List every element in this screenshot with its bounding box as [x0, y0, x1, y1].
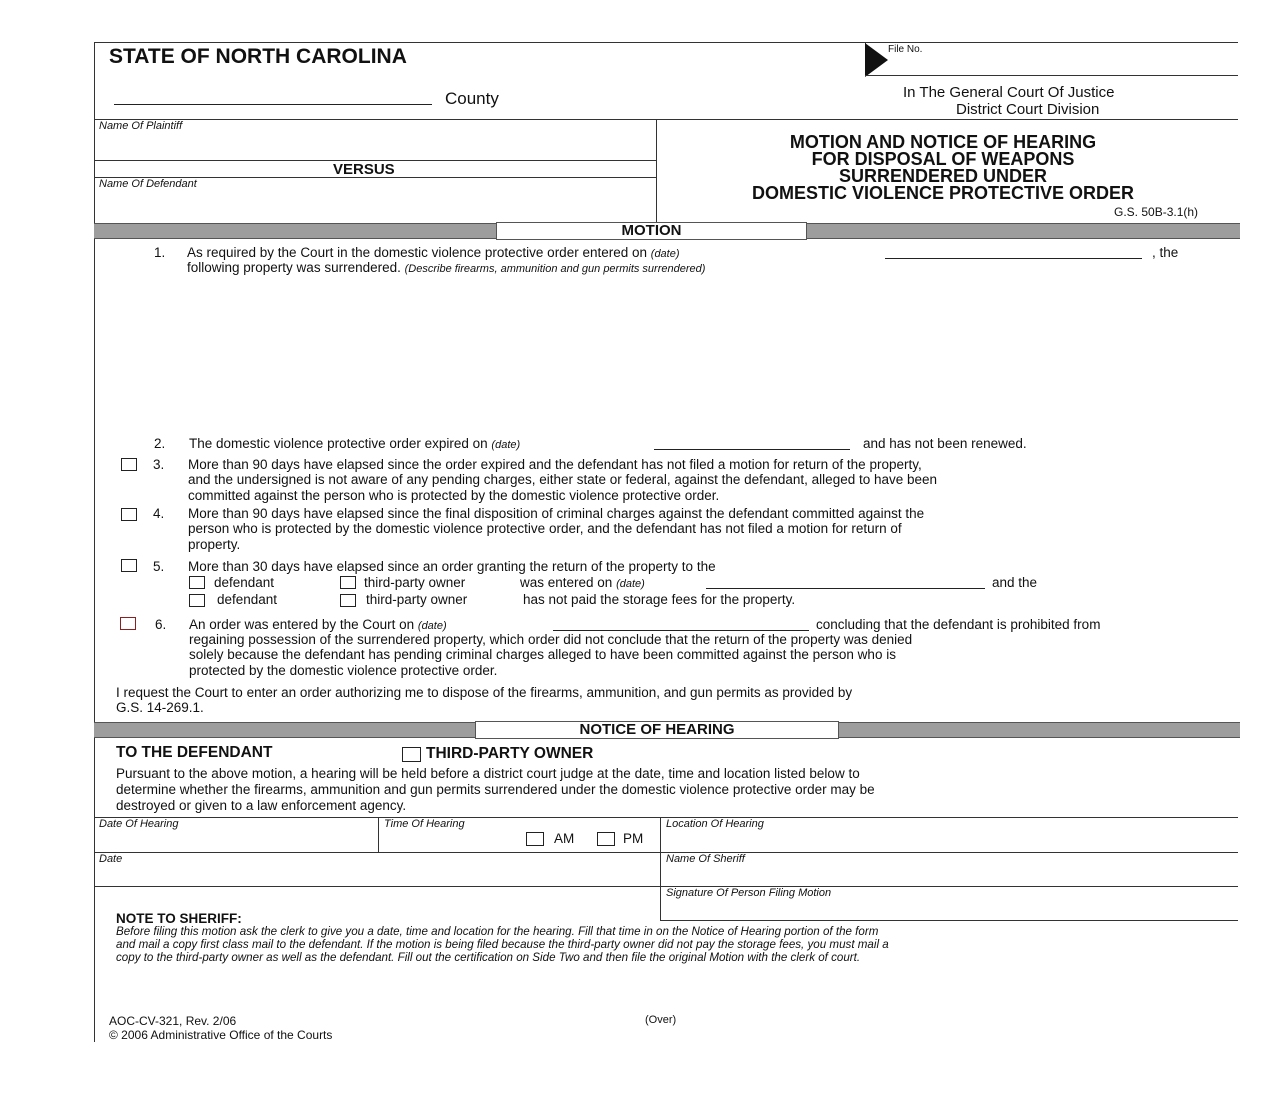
- item-4-line-2: person who is protected by the domestic violence protective order, and the defendant has not filed a motion for return of: [188, 521, 902, 537]
- versus-label: VERSUS: [333, 161, 395, 178]
- item-3-line-1: More than 90 days have elapsed since the order expired and the defendant has not filed a motion for return of the property,: [188, 457, 922, 472]
- form-title-line-2: FOR DISPOSAL OF WEAPONS: [811, 149, 1075, 169]
- item-1-the: , the: [1152, 245, 1179, 260]
- copyright: © 2006 Administrative Office of the Courts: [109, 1028, 333, 1042]
- item-5-third-party-label-1: third-party owner: [364, 575, 466, 590]
- notice-heading: NOTICE OF HEARING: [475, 721, 839, 739]
- signature-field[interactable]: [661, 900, 1237, 919]
- item-1-text: As required by the Court in the domestic violence protective order entered on: [187, 245, 648, 260]
- item-5-line-1: More than 30 days have elapsed since an order granting the return of the property to the: [188, 559, 716, 574]
- defendant-label: Name Of Defendant: [99, 178, 197, 190]
- note-to-sheriff-text: [116, 926, 889, 964]
- over-label: (Over): [645, 1014, 677, 1026]
- item-6-line-3: solely because the defendant has pending criminal charges alleged to have been committed against the person who is: [189, 647, 896, 663]
- court-line-2: District Court Division: [956, 101, 1100, 118]
- name-of-sheriff-field[interactable]: [661, 866, 1237, 885]
- hearing-grid-divider-1: [378, 817, 379, 852]
- notice-line-2: determine whether the firearms, ammunition and gun permits surrendered under the domestic violence protective order may be: [116, 781, 875, 797]
- item-2-end: and has not been renewed.: [863, 436, 1027, 451]
- am-checkbox[interactable]: [526, 832, 544, 846]
- item-3-line-2: and the undersigned is not aware of any pending charges, either state or federal, against the defendant, alleged to have been: [188, 472, 938, 488]
- item-5-number: 5.: [153, 559, 165, 574]
- item-5-date-hint: (date): [616, 578, 645, 590]
- pm-checkbox[interactable]: [597, 832, 615, 846]
- item-1-line-2-text: following property was surrendered.: [187, 260, 401, 275]
- item-2-number: 2.: [154, 436, 166, 451]
- form-title: [658, 134, 1228, 202]
- item-4-line-3: property.: [188, 536, 241, 552]
- motion-heading: MOTION: [496, 222, 807, 240]
- county-blank[interactable]: [114, 104, 432, 105]
- item-3-text: [188, 457, 937, 503]
- item-6-text: An order was entered by the Court on: [189, 617, 415, 632]
- item-6-date-hint: (date): [417, 620, 447, 632]
- item-6-line-4: protected by the domestic violence protective order.: [189, 662, 498, 678]
- property-description-area[interactable]: [187, 278, 1227, 428]
- item-5-defendant-checkbox-1[interactable]: [189, 576, 205, 589]
- item-5-defendant-label-1: defendant: [214, 575, 275, 590]
- item-5-defendant-checkbox-2[interactable]: [189, 594, 205, 607]
- header-bottom-line: [94, 119, 1238, 120]
- note-line-2: and mail a copy first class mail to the defendant. If the motion is being filed because the third-party owner did not pay the storage fees, you must mail a: [116, 937, 889, 951]
- third-party-owner-checkbox[interactable]: [402, 747, 421, 762]
- file-no-arrow-icon: [865, 43, 888, 77]
- item-2-line: [189, 436, 520, 453]
- item-1-line-2: [187, 260, 705, 277]
- notice-line-1: Pursuant to the above motion, a hearing will be held before a district court judge at the date, time and location listed below to: [116, 766, 860, 781]
- plaintiff-field[interactable]: [95, 133, 655, 160]
- file-no-line[interactable]: [865, 75, 1238, 76]
- date-of-hearing-field[interactable]: [95, 831, 377, 851]
- note-to-sheriff-heading: NOTE TO SHERIFF:: [116, 911, 242, 926]
- item-5-defendant-label-2: defendant: [217, 592, 278, 607]
- state-title: STATE OF NORTH CAROLINA: [109, 45, 407, 68]
- item-1-date-hint: (date): [650, 248, 680, 260]
- item-4-number: 4.: [153, 506, 165, 521]
- time-of-hearing-label: Time Of Hearing: [384, 818, 465, 830]
- item-3-number: 3.: [153, 457, 165, 472]
- notice-paragraph: [116, 766, 875, 813]
- item-2-text: The domestic violence protective order expired on: [189, 436, 488, 451]
- item-1-date-blank[interactable]: [885, 258, 1142, 259]
- hearing-grid-signature-bottom: [660, 920, 1238, 921]
- plaintiff-label: Name Of Plaintiff: [99, 120, 183, 132]
- date-of-hearing-label: Date Of Hearing: [99, 818, 179, 830]
- item-3-checkbox[interactable]: [121, 458, 137, 471]
- item-4-checkbox[interactable]: [121, 508, 137, 521]
- location-of-hearing-field[interactable]: [661, 831, 1237, 851]
- date-field[interactable]: [95, 866, 659, 885]
- item-1-number: 1.: [154, 245, 166, 260]
- notice-line-3: destroyed or given to a law enforcement agency.: [116, 797, 407, 813]
- item-5-checkbox[interactable]: [121, 559, 137, 572]
- item-5-row-2-text: has not paid the storage fees for the property.: [523, 592, 796, 607]
- item-5-and-the: and the: [992, 575, 1038, 590]
- request-text: [116, 685, 852, 716]
- county-label: County: [445, 89, 499, 108]
- item-6-date-blank[interactable]: [553, 630, 809, 631]
- defendant-field[interactable]: [95, 191, 655, 222]
- to-defendant-label: TO THE DEFENDANT: [116, 744, 273, 761]
- am-label: AM: [554, 831, 575, 846]
- name-of-sheriff-label: Name Of Sheriff: [666, 853, 745, 865]
- item-5-date-blank[interactable]: [706, 588, 985, 589]
- court-line-1: In The General Court Of Justice: [903, 84, 1115, 101]
- note-line-1: Before filing this motion ask the clerk to give you a date, time and location for the hearing. Fill that time in on the Notice of Hearing portion of the form: [116, 925, 879, 938]
- item-5-third-party-checkbox-1[interactable]: [340, 576, 356, 589]
- item-5-entered-on: was entered on: [520, 575, 613, 590]
- item-1-property-hint: (Describe firearms, ammunition and gun permits surrendered): [404, 263, 706, 275]
- form-title-line-1: MOTION AND NOTICE OF HEARING: [789, 132, 1097, 152]
- signature-label: Signature Of Person Filing Motion: [666, 887, 832, 899]
- location-of-hearing-label: Location Of Hearing: [666, 818, 764, 830]
- date-label: Date: [99, 853, 123, 865]
- item-4-line-1: More than 90 days have elapsed since the final disposition of criminal charges against the defendant committed against the: [188, 506, 925, 521]
- statute-ref: G.S. 50B-3.1(h): [1114, 205, 1199, 219]
- pm-label: PM: [623, 831, 644, 846]
- item-3-line-3: committed against the person who is protected by the domestic violence protective order.: [188, 487, 720, 503]
- item-2-date-blank[interactable]: [654, 449, 850, 450]
- item-6-concluding: concluding that the defendant is prohibited from: [816, 617, 1101, 632]
- item-5-row-1-text: [520, 575, 645, 592]
- request-line-1: I request the Court to enter an order authorizing me to dispose of the firearms, ammunition, and gun permits as provided by: [116, 685, 853, 700]
- file-no-label: File No.: [888, 44, 923, 55]
- item-6-line-2: regaining possession of the surrendered property, which order did not conclude that the return of the property was denied: [189, 632, 913, 647]
- third-party-owner-label: THIRD-PARTY OWNER: [426, 745, 594, 762]
- item-4-text: [188, 506, 924, 552]
- request-line-2: G.S. 14-269.1.: [116, 700, 204, 716]
- parties-divider: [656, 119, 657, 223]
- form-title-line-4: DOMESTIC VIOLENCE PROTECTIVE ORDER: [751, 183, 1135, 203]
- item-2-date-hint: (date): [491, 439, 521, 451]
- item-6-checkbox[interactable]: [120, 617, 136, 630]
- item-6-body: [189, 632, 912, 678]
- item-5-third-party-label-2: third-party owner: [366, 592, 468, 607]
- top-border: [94, 42, 1238, 43]
- note-line-3: copy to the third-party owner as well as the defendant. Fill out the certification on Side Two and then file the original Motion with the clerk of court.: [116, 950, 861, 964]
- form-id: AOC-CV-321, Rev. 2/06: [109, 1014, 237, 1028]
- item-6-number: 6.: [155, 617, 167, 632]
- item-5-third-party-checkbox-2[interactable]: [340, 594, 356, 607]
- form-title-line-3: SURRENDERED UNDER: [838, 166, 1048, 186]
